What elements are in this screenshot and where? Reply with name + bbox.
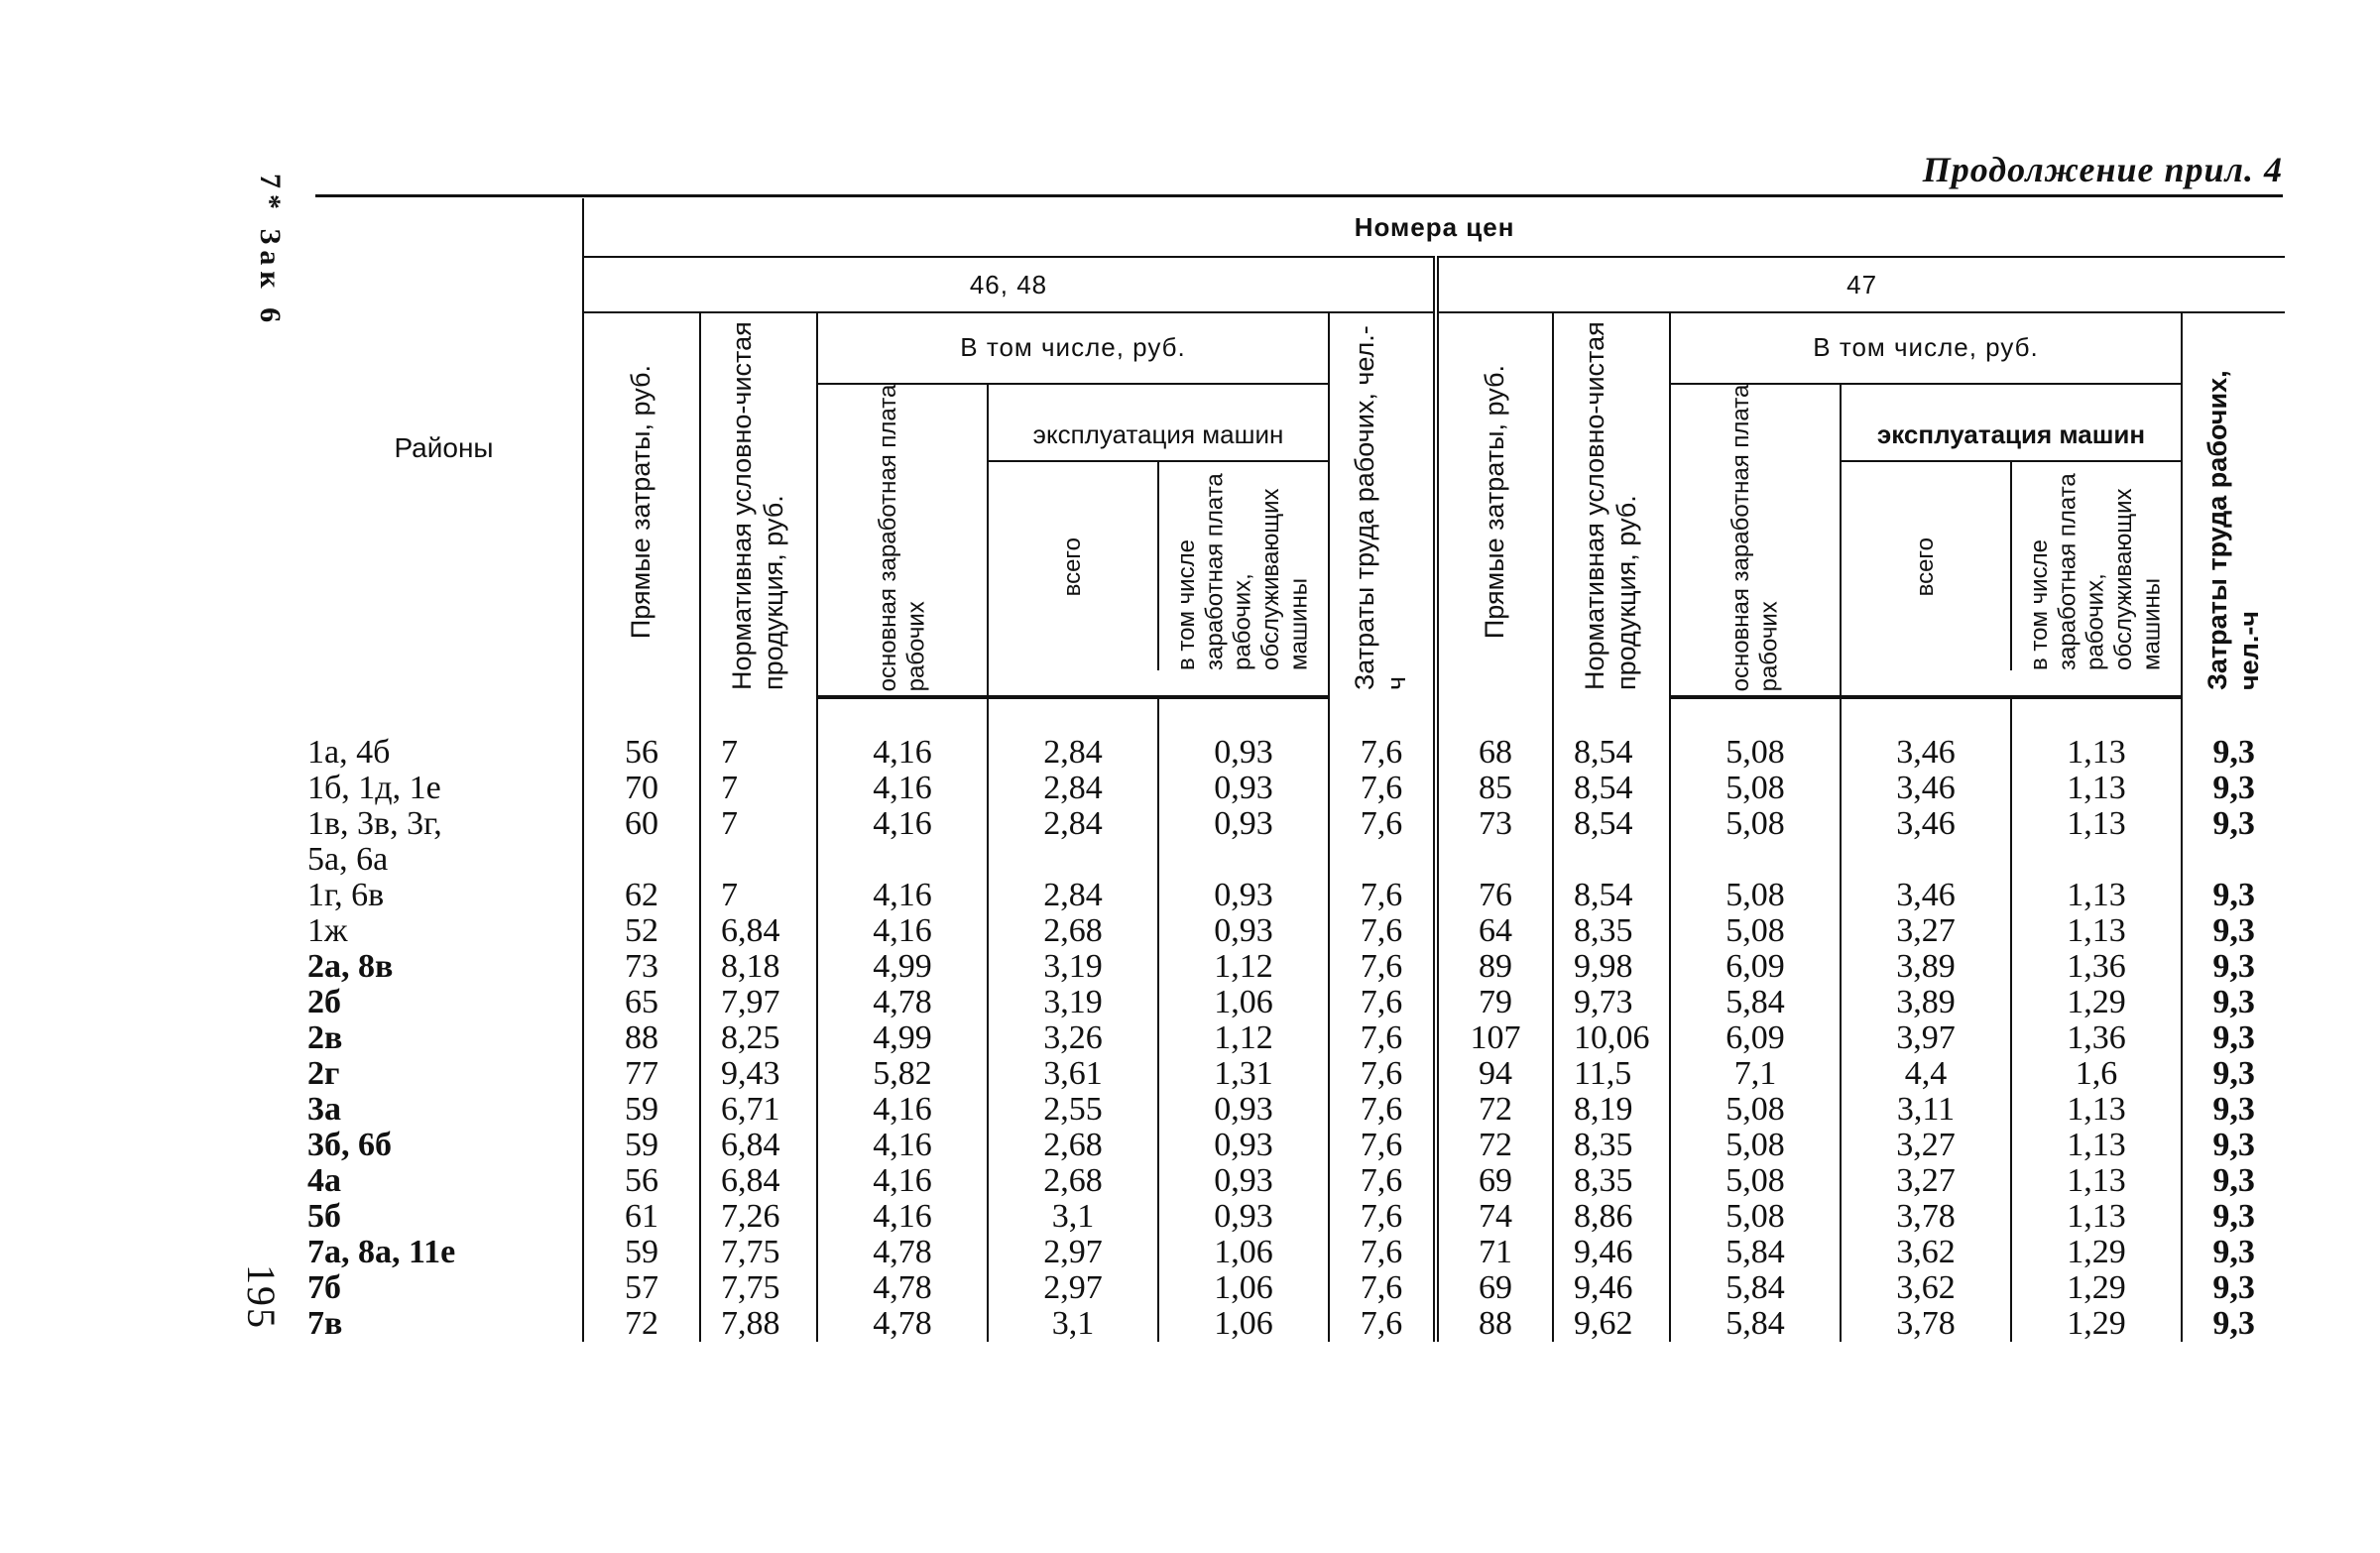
machine-operation-header: эксплуатация машин [989,409,1328,462]
value-cell: 7,6 [1329,1306,1436,1342]
value-cell: 8,54 [1553,735,1670,771]
value-cell: 8,35 [1553,1128,1670,1163]
value-cell: 88 [1436,1306,1553,1342]
table-row [305,985,2285,1020]
region-cell-continuation: 5а, 6а [307,841,389,878]
table-row [305,878,2285,913]
value-cell: 8,35 [1553,913,1670,949]
value-cell: 9,43 [700,1056,817,1092]
value-cell: 1,13 [2011,913,2182,949]
value-cell: 2,84 [988,771,1158,806]
value-cell: 1,36 [2011,1020,2182,1056]
value-cell: 56 [583,735,700,771]
value-cell: 1,13 [2011,735,2182,771]
price-numbers-header: Номера цен [583,198,2285,257]
table-row [305,913,2285,949]
empty-cell [2182,842,2285,878]
empty-cell [1329,842,1436,878]
value-cell: 9,3 [2182,1270,2285,1306]
value-cell: 71 [1436,1235,1553,1270]
value-cell: 89 [1436,949,1553,985]
value-cell: 4,99 [817,949,988,985]
value-cell: 9,3 [2182,771,2285,806]
value-cell: 5,08 [1670,735,1841,771]
value-cell: 3,19 [988,985,1158,1020]
value-cell: 3,89 [1841,949,2011,985]
value-cell: 7 [700,878,817,913]
value-cell: 8,35 [1553,1163,1670,1199]
table-row [305,1092,2285,1128]
region-header: Районы [394,431,494,463]
empty-cell [2011,842,2182,878]
value-cell: 4,78 [817,1270,988,1306]
value-cell: 3,78 [1841,1306,2011,1342]
table-row [305,1056,2285,1092]
value-cell: 7,97 [700,985,817,1020]
table-row [305,1199,2285,1235]
value-cell: 0,93 [1158,806,1329,842]
value-cell: 7,6 [1329,806,1436,842]
value-cell: 88 [583,1020,700,1056]
table-row [305,1020,2285,1056]
value-cell: 0,93 [1158,735,1329,771]
value-cell: 9,3 [2182,985,2285,1020]
value-cell: 8,54 [1553,878,1670,913]
in-total-header: В том числе, руб. [817,312,1329,384]
value-cell: 5,08 [1670,771,1841,806]
value-cell: 9,3 [2182,949,2285,985]
machines-total-header: всего [1058,537,1086,596]
value-cell: 7,6 [1329,985,1436,1020]
value-cell: 6,84 [700,913,817,949]
value-cell: 2,84 [988,735,1158,771]
value-cell: 1,06 [1158,985,1329,1020]
value-cell: 3,46 [1841,878,2011,913]
value-cell: 6,09 [1670,1020,1841,1056]
value-cell: 5,84 [1670,985,1841,1020]
value-cell: 7,6 [1329,1163,1436,1199]
value-cell: 73 [583,949,700,985]
page-number: 195 [239,1264,284,1330]
table-row [305,771,2285,806]
value-cell: 4,78 [817,1235,988,1270]
labor-costs-header: Затраты труда рабочих, чел.-ч [1329,312,1436,697]
value-cell: 7 [700,735,817,771]
value-cell: 7,6 [1329,1270,1436,1306]
value-cell: 3,27 [1841,1128,2011,1163]
value-cell: 3,61 [988,1056,1158,1092]
region-cell: 1ж [307,912,348,949]
empty-cell [1436,842,1553,878]
empty-cell [1841,842,2011,878]
value-cell: 1,12 [1158,949,1329,985]
value-cell: 68 [1436,735,1553,771]
region-cell: 2б [307,984,341,1020]
value-cell: 5,08 [1670,1128,1841,1163]
value-cell: 1,13 [2011,1163,2182,1199]
value-cell: 65 [583,985,700,1020]
value-cell: 4,99 [817,1020,988,1056]
value-cell: 1,06 [1158,1306,1329,1342]
value-cell: 61 [583,1199,700,1235]
value-cell: 7,6 [1329,735,1436,771]
value-cell: 7,6 [1329,1020,1436,1056]
value-cell: 7,6 [1329,1056,1436,1092]
value-cell: 4,16 [817,1199,988,1235]
base-wage-header-2: основная заработная плата рабочих [1670,384,1841,697]
table-row [305,949,2285,985]
value-cell: 2,84 [988,806,1158,842]
value-cell: 5,08 [1670,878,1841,913]
group-46-48-header: 46, 48 [583,257,1436,312]
table-row [305,806,2285,842]
empty-cell [817,842,988,878]
normative-output-header-2: Нормативная условно-чистая продукция, руб. [1553,312,1670,697]
value-cell: 7,6 [1329,1128,1436,1163]
empty-cell [1158,842,1329,878]
value-cell: 52 [583,913,700,949]
value-cell: 8,54 [1553,806,1670,842]
value-cell: 5,08 [1670,1199,1841,1235]
value-cell: 7,75 [700,1235,817,1270]
value-cell: 1,13 [2011,1092,2182,1128]
value-cell: 6,84 [700,1163,817,1199]
value-cell: 3,46 [1841,735,2011,771]
value-cell: 5,82 [817,1056,988,1092]
top-rule [315,194,2283,197]
region-cell: 1в, 3в, 3г, [307,805,442,842]
value-cell: 11,5 [1553,1056,1670,1092]
value-cell: 69 [1436,1270,1553,1306]
value-cell: 2,68 [988,913,1158,949]
region-cell: 5б [307,1198,341,1235]
value-cell: 5,08 [1670,913,1841,949]
value-cell: 4,16 [817,1128,988,1163]
value-cell: 3,62 [1841,1235,2011,1270]
empty-cell [1670,842,1841,878]
value-cell: 8,18 [700,949,817,985]
value-cell: 4,16 [817,735,988,771]
value-cell: 9,3 [2182,1128,2285,1163]
table-row [305,1128,2285,1163]
value-cell: 1,13 [2011,1128,2182,1163]
value-cell: 3,46 [1841,771,2011,806]
value-cell: 8,25 [700,1020,817,1056]
value-cell: 3,27 [1841,1163,2011,1199]
print-order-note: 7* Зак 6 [254,174,287,329]
table-row [305,735,2285,771]
value-cell: 2,84 [988,878,1158,913]
value-cell: 3,11 [1841,1092,2011,1128]
value-cell: 7,26 [700,1199,817,1235]
value-cell: 0,93 [1158,1092,1329,1128]
table-row [305,1270,2285,1306]
value-cell: 3,1 [988,1306,1158,1342]
machine-operation-block [988,384,1329,697]
value-cell: 4,78 [817,1306,988,1342]
value-cell: 0,93 [1158,878,1329,913]
table-row [305,1235,2285,1270]
value-cell: 3,27 [1841,913,2011,949]
value-cell: 5,84 [1670,1306,1841,1342]
value-cell: 77 [583,1056,700,1092]
value-cell: 9,3 [2182,1056,2285,1092]
value-cell: 4,16 [817,878,988,913]
value-cell: 9,3 [2182,806,2285,842]
value-cell: 9,3 [2182,913,2285,949]
value-cell: 3,78 [1841,1199,2011,1235]
value-cell: 1,12 [1158,1020,1329,1056]
value-cell: 0,93 [1158,1199,1329,1235]
value-cell: 7,6 [1329,771,1436,806]
value-cell: 4,78 [817,985,988,1020]
value-cell: 3,89 [1841,985,2011,1020]
empty-cell [1553,842,1670,878]
value-cell: 1,6 [2011,1056,2182,1092]
table-row-continuation [305,842,2285,878]
region-cell: 2а, 8в [307,948,394,985]
region-cell: 1а, 4б [307,734,391,771]
value-cell: 2,68 [988,1128,1158,1163]
value-cell: 72 [583,1306,700,1342]
value-cell: 72 [1436,1128,1553,1163]
value-cell: 5,08 [1670,1092,1841,1128]
region-cell: 3а [307,1091,341,1128]
value-cell: 1,29 [2011,1306,2182,1342]
region-cell: 7а, 8а, 11е [307,1234,456,1270]
value-cell: 85 [1436,771,1553,806]
value-cell: 70 [583,771,700,806]
value-cell: 6,84 [700,1128,817,1163]
base-wage-header: основная заработная плата рабочих [817,384,988,697]
value-cell: 9,62 [1553,1306,1670,1342]
value-cell: 8,86 [1553,1199,1670,1235]
value-cell: 60 [583,806,700,842]
value-cell: 7,6 [1329,913,1436,949]
value-cell: 3,26 [988,1020,1158,1056]
value-cell: 72 [1436,1092,1553,1128]
value-cell: 0,93 [1158,1163,1329,1199]
value-cell: 7,6 [1329,949,1436,985]
value-cell: 4,16 [817,1163,988,1199]
value-cell: 59 [583,1128,700,1163]
machines-wage-header: в том числе заработная плата рабочих, обслуживающих машины [1157,462,1328,670]
value-cell: 9,3 [2182,1163,2285,1199]
value-cell: 2,97 [988,1270,1158,1306]
value-cell: 9,3 [2182,878,2285,913]
value-cell: 0,93 [1158,1128,1329,1163]
region-cell: 1г, 6в [307,877,385,913]
value-cell: 7,6 [1329,878,1436,913]
value-cell: 9,3 [2182,1092,2285,1128]
value-cell: 5,84 [1670,1235,1841,1270]
value-cell: 0,93 [1158,771,1329,806]
group-47-header: 47 [1436,257,2285,312]
value-cell: 1,13 [2011,806,2182,842]
price-table [305,198,2285,1342]
value-cell: 4,16 [817,913,988,949]
value-cell: 107 [1436,1020,1553,1056]
value-cell: 4,16 [817,771,988,806]
value-cell: 59 [583,1235,700,1270]
direct-costs-header: Прямые затраты, руб. [583,312,700,697]
value-cell: 69 [1436,1163,1553,1199]
value-cell: 64 [1436,913,1553,949]
in-total-header-2: В том числе, руб. [1670,312,2182,384]
table-row [305,1306,2285,1342]
labor-costs-header-2: Затраты труда рабочих, чел.-ч [2182,312,2285,697]
value-cell: 9,73 [1553,985,1670,1020]
value-cell: 4,4 [1841,1056,2011,1092]
region-cell: 3б, 6б [307,1127,392,1163]
value-cell: 1,29 [2011,1270,2182,1306]
value-cell: 7,6 [1329,1235,1436,1270]
value-cell: 2,97 [988,1235,1158,1270]
value-cell: 3,46 [1841,806,2011,842]
value-cell: 7,6 [1329,1092,1436,1128]
region-cell: 2в [307,1019,343,1056]
value-cell: 1,13 [2011,878,2182,913]
value-cell: 10,06 [1553,1020,1670,1056]
value-cell: 1,13 [2011,1199,2182,1235]
value-cell: 1,29 [2011,1235,2182,1270]
region-cell: 1б, 1д, 1е [307,770,441,806]
value-cell: 62 [583,878,700,913]
value-cell: 3,19 [988,949,1158,985]
region-cell: 7в [307,1305,343,1342]
machine-operation-block-2 [1841,384,2182,697]
value-cell: 9,46 [1553,1235,1670,1270]
value-cell: 9,46 [1553,1270,1670,1306]
region-cell: 4а [307,1162,341,1199]
value-cell: 76 [1436,878,1553,913]
value-cell: 79 [1436,985,1553,1020]
table-row [305,1163,2285,1199]
value-cell: 5,84 [1670,1270,1841,1306]
value-cell: 9,3 [2182,1235,2285,1270]
table-body [305,697,2285,1342]
machines-total-header-2: всего [1911,537,1939,596]
empty-cell [988,842,1158,878]
region-cell: 7б [307,1269,341,1306]
value-cell: 8,54 [1553,771,1670,806]
direct-costs-header-2: Прямые затраты, руб. [1436,312,1553,697]
value-cell: 1,06 [1158,1270,1329,1306]
value-cell: 0,93 [1158,913,1329,949]
value-cell: 1,13 [2011,771,2182,806]
value-cell: 3,1 [988,1199,1158,1235]
value-cell: 7,6 [1329,1199,1436,1235]
value-cell: 9,3 [2182,735,2285,771]
value-cell: 9,3 [2182,1306,2285,1342]
value-cell: 7 [700,771,817,806]
value-cell: 8,19 [1553,1092,1670,1128]
value-cell: 56 [583,1163,700,1199]
region-cell: 2г [307,1055,340,1092]
value-cell: 5,08 [1670,1163,1841,1199]
value-cell: 59 [583,1092,700,1128]
value-cell: 1,31 [1158,1056,1329,1092]
value-cell: 57 [583,1270,700,1306]
value-cell: 2,55 [988,1092,1158,1128]
value-cell: 1,29 [2011,985,2182,1020]
value-cell: 6,09 [1670,949,1841,985]
value-cell: 7 [700,806,817,842]
machine-operation-header-2: эксплуатация машин [1842,409,2181,462]
continuation-note: Продолжение прил. 4 [1922,150,2283,189]
empty-cell [583,842,700,878]
value-cell: 2,68 [988,1163,1158,1199]
value-cell: 4,16 [817,806,988,842]
empty-cell [700,842,817,878]
value-cell: 9,3 [2182,1020,2285,1056]
value-cell: 74 [1436,1199,1553,1235]
machines-wage-header-2: в том числе заработная плата рабочих, обслуживающих машины [2010,462,2181,670]
value-cell: 7,75 [700,1270,817,1306]
value-cell: 9,98 [1553,949,1670,985]
value-cell: 94 [1436,1056,1553,1092]
value-cell: 7,88 [700,1306,817,1342]
normative-output-header: Нормативная условно-чистая продукция, руб. [700,312,817,697]
value-cell: 3,97 [1841,1020,2011,1056]
value-cell: 5,08 [1670,806,1841,842]
value-cell: 1,36 [2011,949,2182,985]
value-cell: 4,16 [817,1092,988,1128]
value-cell: 1,06 [1158,1235,1329,1270]
value-cell: 7,1 [1670,1056,1841,1092]
value-cell: 6,71 [700,1092,817,1128]
value-cell: 9,3 [2182,1199,2285,1235]
value-cell: 73 [1436,806,1553,842]
value-cell: 3,62 [1841,1270,2011,1306]
